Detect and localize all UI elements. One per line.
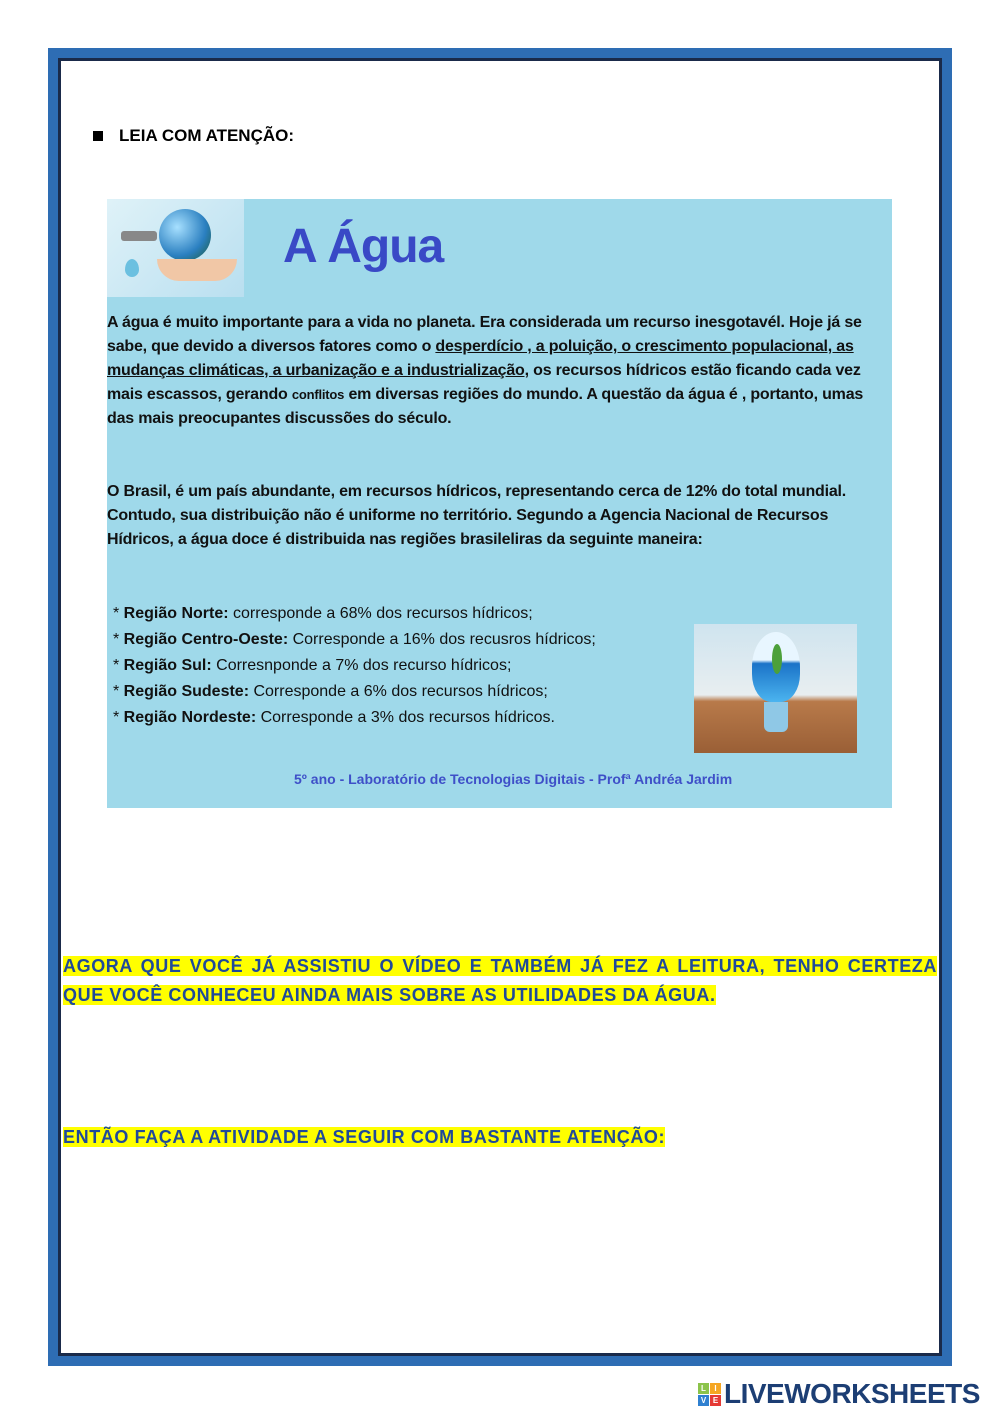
region-name: Região Norte: (123, 605, 229, 622)
region-name: Região Nordeste: (123, 709, 257, 726)
list-item: * Região Norte: corresponde a 68% dos recursos hídricos; (113, 605, 533, 622)
list-item: * Região Sudeste: Corresponde a 6% dos recursos hídricos; (113, 683, 548, 700)
p1-text-a: A água é muito importante para a vida no planeta. Era considerada um recurso inesgotavél. Hoje já se sabe, que devido a diversos fatores como o (107, 314, 862, 355)
region-text: Corresnponde a 7% dos recurso hídricos; (211, 657, 512, 674)
logo-letter: I (710, 1383, 721, 1394)
lightbulb-image (694, 624, 857, 753)
highlight-message-2 (63, 1123, 937, 1152)
brand-name: LIVEWORKSHEETS (724, 1378, 980, 1409)
region-name: Região Sul: (123, 657, 212, 674)
list-item: * Região Sul: Corresnponde a 7% dos recurso hídricos; (113, 657, 512, 674)
water-drop-icon (125, 259, 139, 277)
live-blocks-icon (698, 1383, 721, 1406)
p1-underlined: desperdício , a poluição, o crescimento populacional, as mudanças climáticas, a urbanização e a industrialização, (107, 338, 854, 379)
list-item: * Região Nordeste: Corresponde a 3% dos recursos hídricos. (113, 709, 555, 726)
credit-line: 5º ano - Laboratório de Tecnologias Digitais - Profª Andréa Jardim (294, 771, 733, 787)
hand-icon (157, 259, 237, 281)
list-item: * Região Centro-Oeste: Corresponde a 16% dos recusros hídricos; (113, 631, 596, 648)
section-heading (93, 126, 294, 146)
region-text: Corresponde a 6% dos recursos hídricos; (249, 683, 548, 700)
logo-letter: E (710, 1395, 721, 1406)
highlight-text-2: ENTÃO FAÇA A ATIVIDADE A SEGUIR COM BASTANTE ATENÇÃO: (63, 1127, 666, 1147)
bulb-base-icon (764, 702, 788, 732)
paragraph-2: O Brasil, é um país abundante, em recursos hídricos, representando cerca de 12% do total mundial. Contudo, sua distribuição não é uniforme no território. Segundo a Agencia Nacional de Recursos Hídricos, a água doce é distribuida nas regiões brasileliras da seguinte maneira: (107, 483, 847, 548)
logo-letter: V (698, 1395, 709, 1406)
plant-icon (772, 644, 782, 674)
panel-title: A Água (283, 220, 444, 273)
p1-small: conflitos (291, 387, 345, 402)
region-text: Corresponde a 3% dos recursos hídricos. (256, 709, 555, 726)
region-text: corresponde a 68% dos recursos hídricos; (228, 605, 533, 622)
square-bullet-icon (93, 131, 103, 141)
heading-text: LEIA COM ATENÇÃO: (119, 126, 295, 145)
p1-text-c: em diversas regiões do mundo. A questão da água é , portanto, umas das mais preocupantes discussões do século. (107, 386, 864, 427)
water-hand-image (107, 199, 244, 297)
faucet-icon (121, 231, 157, 241)
region-text: Corresponde a 16% dos recusros hídricos; (288, 631, 596, 648)
logo-letter: L (698, 1383, 709, 1394)
highlight-text-1: AGORA QUE VOCÊ JÁ ASSISTIU O VÍDEO E TAMBÉM JÁ FEZ A LEITURA, TENHO CERTEZA QUE VOCÊ CONHECEU AINDA MAIS SOBRE AS UTILIDADES DA ÁGUA. (63, 956, 937, 1005)
highlight-message-1 (63, 952, 937, 1010)
region-name: Região Centro-Oeste: (123, 631, 289, 648)
paragraph-1 (107, 311, 887, 431)
regions-list (113, 601, 596, 731)
reading-panel (107, 199, 892, 808)
p1-text-b: os recursos hídricos estão ficando cada vez mais escassos, gerando (107, 362, 861, 403)
region-name: Região Sudeste: (123, 683, 250, 700)
liveworksheets-logo (698, 1378, 980, 1410)
globe-icon (159, 209, 211, 261)
